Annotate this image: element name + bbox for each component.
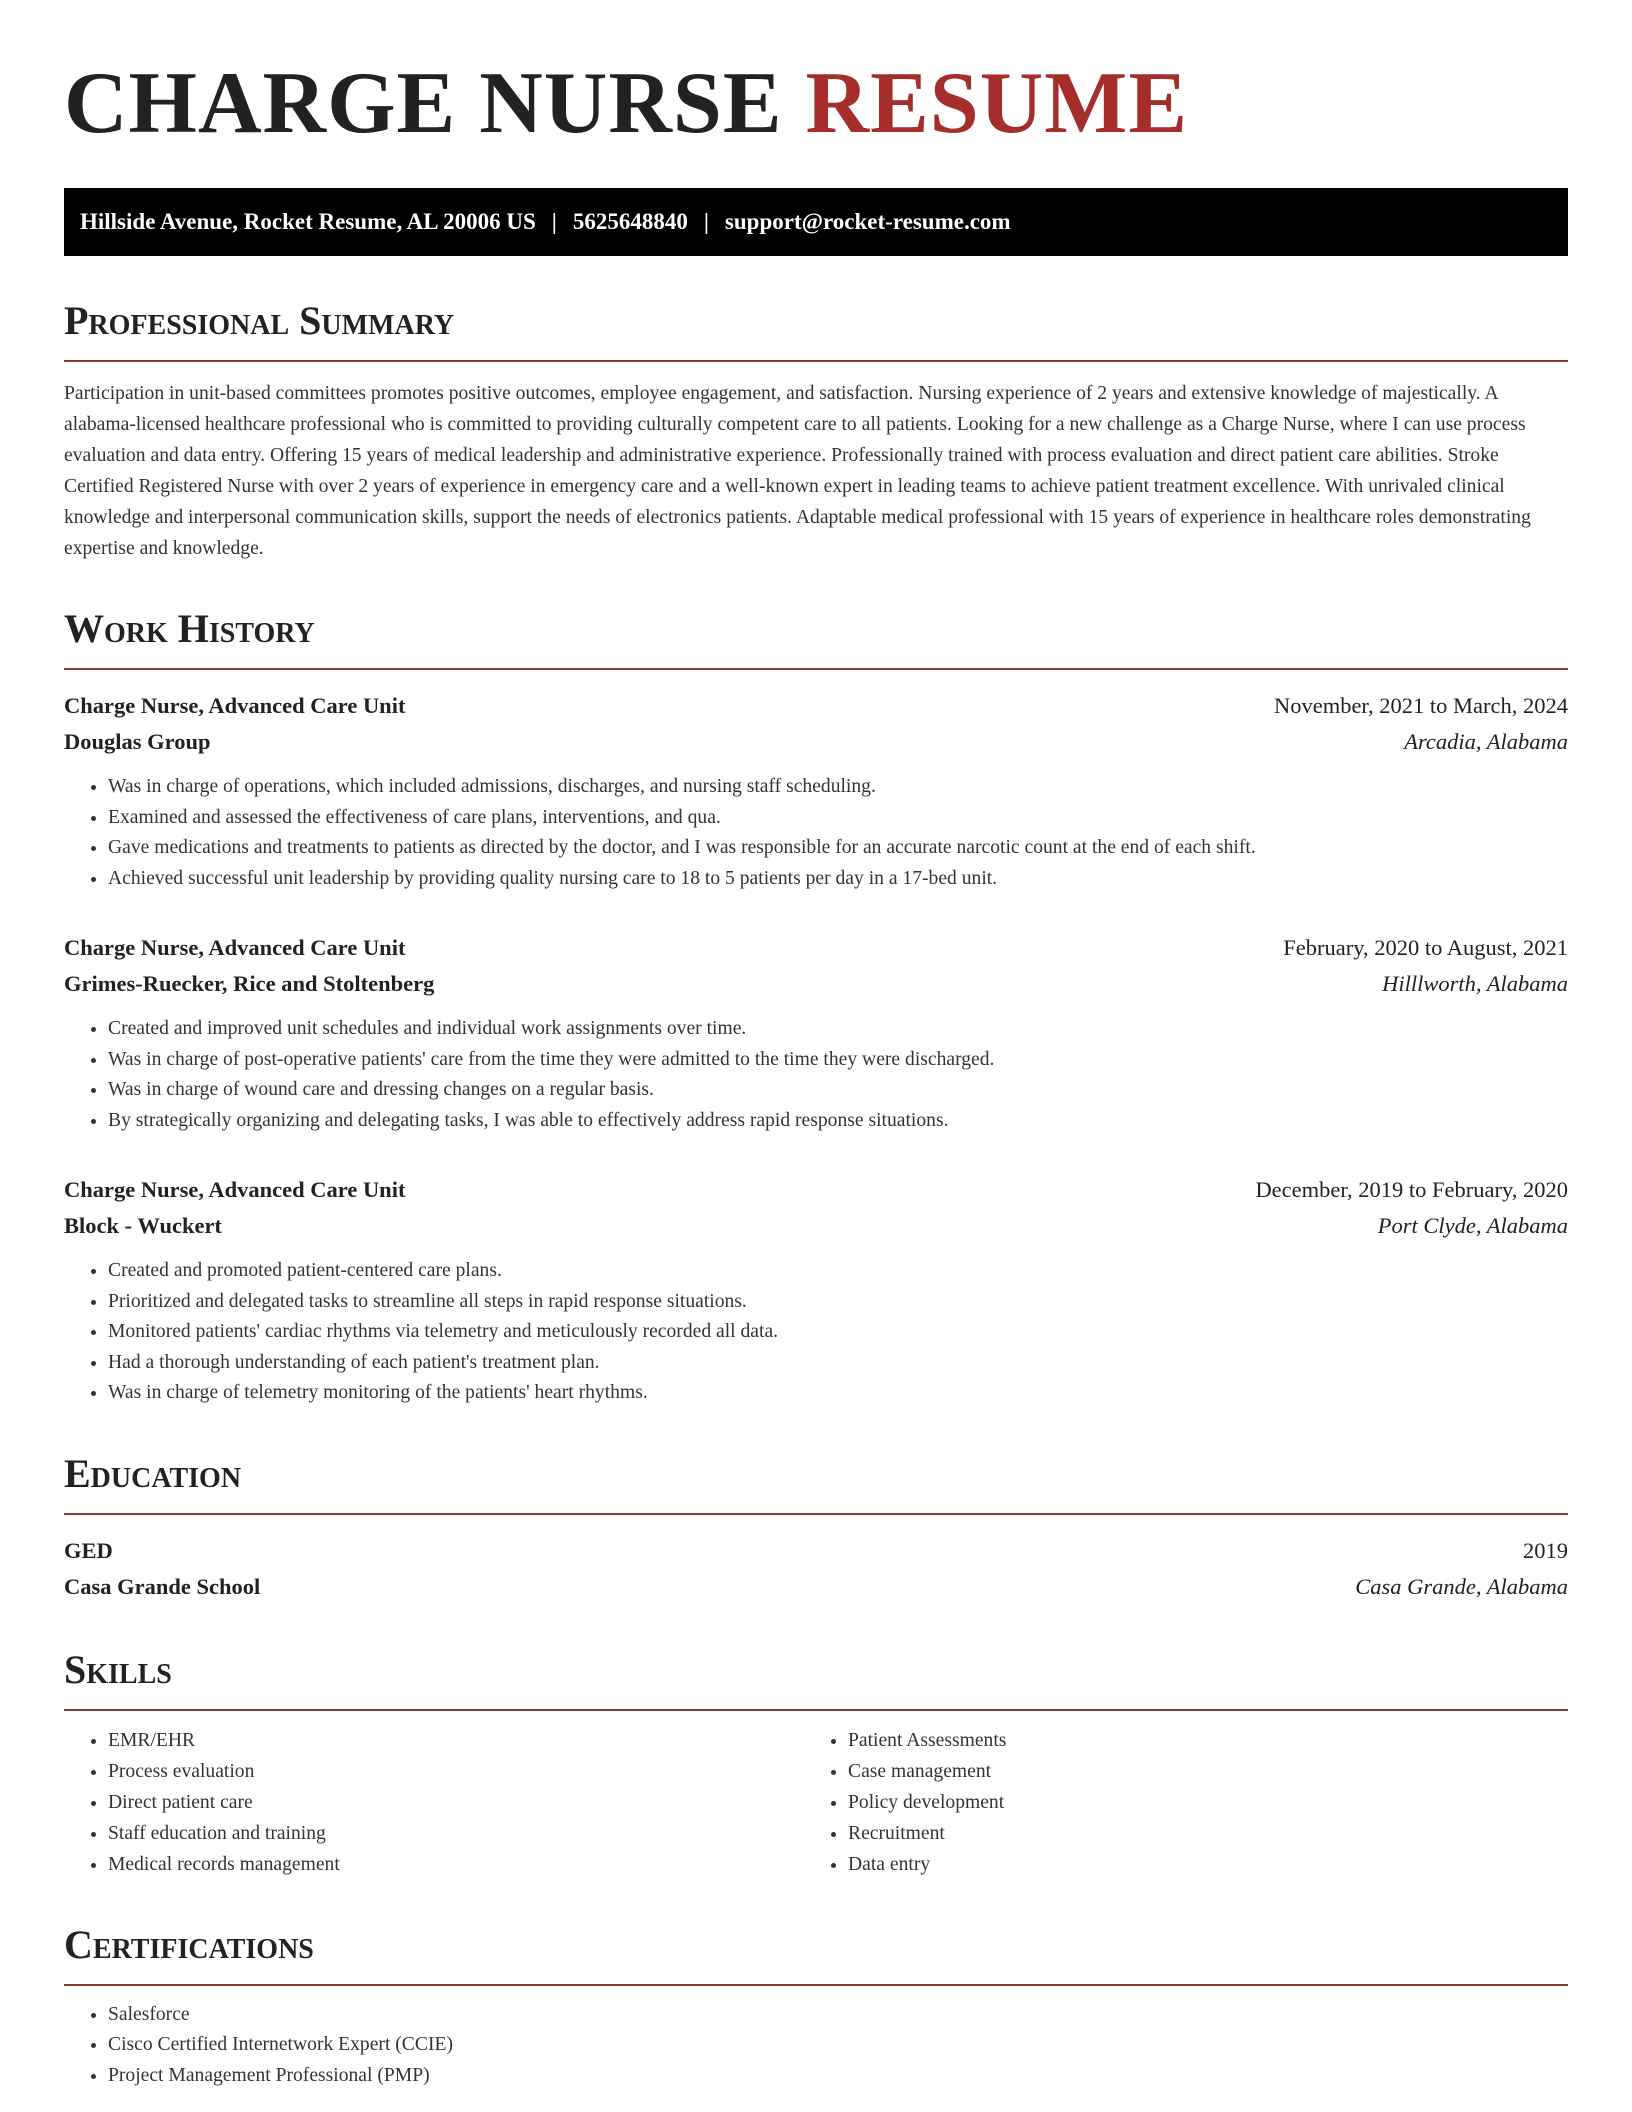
job-entry (64, 688, 1568, 894)
skill-item: • Case management (848, 1756, 1544, 1787)
job-title: Charge Nurse, Advanced Care Unit (64, 935, 406, 960)
skill-item: • Staff education and training (108, 1818, 804, 1849)
skills-list-left (64, 1725, 804, 1880)
job-company: Grimes-Ruecker, Rice and Stoltenberg (64, 971, 435, 996)
contact-address: Hillside Avenue, Rocket Resume, AL 20006 US (80, 209, 536, 234)
job-title: Charge Nurse, Advanced Care Unit (64, 693, 406, 718)
resume-title (64, 56, 1568, 152)
certifications-section (64, 1920, 1568, 2092)
job-location: Arcadia, Alabama (1404, 729, 1568, 754)
education-year: 2019 (1523, 1537, 1568, 1563)
job-company: Douglas Group (64, 729, 211, 754)
education-section (64, 1449, 1568, 1605)
job-bullet: • Created and improved unit schedules and individual work assignments over time. (108, 1014, 1568, 1045)
job-entry (64, 930, 1568, 1136)
job-bullet: • Prioritized and delegated tasks to streamline all steps in rapid response situations. (108, 1287, 1568, 1318)
skill-item: • Recruitment (848, 1818, 1544, 1849)
certifications-list (64, 2000, 1568, 2092)
skills-list-right (804, 1725, 1544, 1880)
contact-bar (64, 188, 1568, 256)
job-dates: December, 2019 to February, 2020 (1255, 1177, 1568, 1202)
job-bullet: • Was in charge of operations, which included admissions, discharges, and nursing staff scheduling. (108, 772, 1568, 803)
certification-item: • Project Management Professional (PMP) (108, 2061, 1568, 2092)
job-bullets (64, 1014, 1568, 1136)
job-bullet: • Was in charge of wound care and dressing changes on a regular basis. (108, 1075, 1568, 1106)
certification-item: • Salesforce (108, 2000, 1568, 2031)
skill-item: • Policy development (848, 1787, 1544, 1818)
skill-item: • EMR/EHR (108, 1725, 804, 1756)
job-bullets (64, 1256, 1568, 1409)
job-company: Block - Wuckert (64, 1213, 222, 1238)
summary-heading: Professional Summary (64, 296, 1568, 362)
skill-item: • Data entry (848, 1849, 1544, 1880)
job-entry (64, 1172, 1568, 1409)
job-bullets (64, 772, 1568, 894)
skills-section (64, 1645, 1568, 1880)
job-dates: February, 2020 to August, 2021 (1283, 935, 1568, 960)
job-title: Charge Nurse, Advanced Care Unit (64, 1177, 406, 1202)
job-bullet: • Achieved successful unit leadership by providing quality nursing care to 18 to 5 patients per day in a 17-bed unit. (108, 864, 1568, 895)
job-bullet: • Created and promoted patient-centered care plans. (108, 1256, 1568, 1287)
education-location: Casa Grande, Alabama (1355, 1573, 1568, 1599)
job-bullet: • Was in charge of post-operative patients' care from the time they were admitted to the time they were discharged. (108, 1045, 1568, 1076)
skill-item: • Medical records management (108, 1849, 804, 1880)
education-school: Casa Grande School (64, 1573, 261, 1599)
education-heading: Education (64, 1449, 1568, 1515)
job-bullet: • Monitored patients' cardiac rhythms via telemetry and meticulously recorded all data. (108, 1317, 1568, 1348)
skills-heading: Skills (64, 1645, 1568, 1711)
skill-item: • Direct patient care (108, 1787, 804, 1818)
job-bullet: • Had a thorough understanding of each patient's treatment plan. (108, 1348, 1568, 1379)
job-dates: November, 2021 to March, 2024 (1273, 693, 1568, 718)
certification-item: • Cisco Certified Internetwork Expert (CCIE) (108, 2030, 1568, 2061)
job-bullet: • Examined and assessed the effectiveness of care plans, interventions, and qua. (108, 803, 1568, 834)
education-degree: GED (64, 1537, 113, 1563)
certifications-heading: Certifications (64, 1920, 1568, 1986)
job-location: Hilllworth, Alabama (1382, 971, 1568, 996)
skill-item: • Process evaluation (108, 1756, 804, 1787)
skill-item: • Patient Assessments (848, 1725, 1544, 1756)
title-main: CHARGE NURSE (64, 55, 783, 152)
job-bullet: • Was in charge of telemetry monitoring of the patients' heart rhythms. (108, 1378, 1568, 1409)
job-bullet: • By strategically organizing and delegating tasks, I was able to effectively address rapid response situations. (108, 1106, 1568, 1137)
summary-text: Participation in unit-based committees promotes positive outcomes, employee engagement, and satisfaction. Nursing experience of 2 years and extensive knowledge of majestically. A alabama-licensed healthcare professional who is committed to providing culturally competent care to all patients. Looking for a new challenge as a Charge Nurse, where I can use process evaluation and data entry. Offering 15 years of medical leadership and administrative experience. Professionally trained with process evaluation and direct patient care abilities. Stroke Certified Registered Nurse with over 2 years of experience in emergency care and a well-known expert in leading teams to achieve patient treatment excellence. With unrivaled clinical knowledge and interpersonal communication skills, support the needs of electronics patients. Adaptable medical professional with 15 years of experience in healthcare roles demonstrating expertise and knowledge. (64, 383, 1531, 559)
summary-section (64, 296, 1568, 564)
contact-separator: | (703, 209, 709, 234)
contact-separator: | (551, 209, 557, 234)
title-accent: RESUME (805, 55, 1189, 152)
job-location: Port Clyde, Alabama (1377, 1213, 1568, 1238)
resume-page (64, 0, 1568, 2091)
contact-phone[interactable]: 5625648840 (572, 209, 688, 234)
job-bullet: • Gave medications and treatments to patients as directed by the doctor, and I was responsible for an accurate narcotic count at the end of each shift. (108, 833, 1568, 864)
work-history-section (64, 604, 1568, 1409)
work-history-heading: Work History (64, 604, 1568, 670)
contact-email[interactable]: support@rocket-resume.com (724, 209, 1011, 234)
